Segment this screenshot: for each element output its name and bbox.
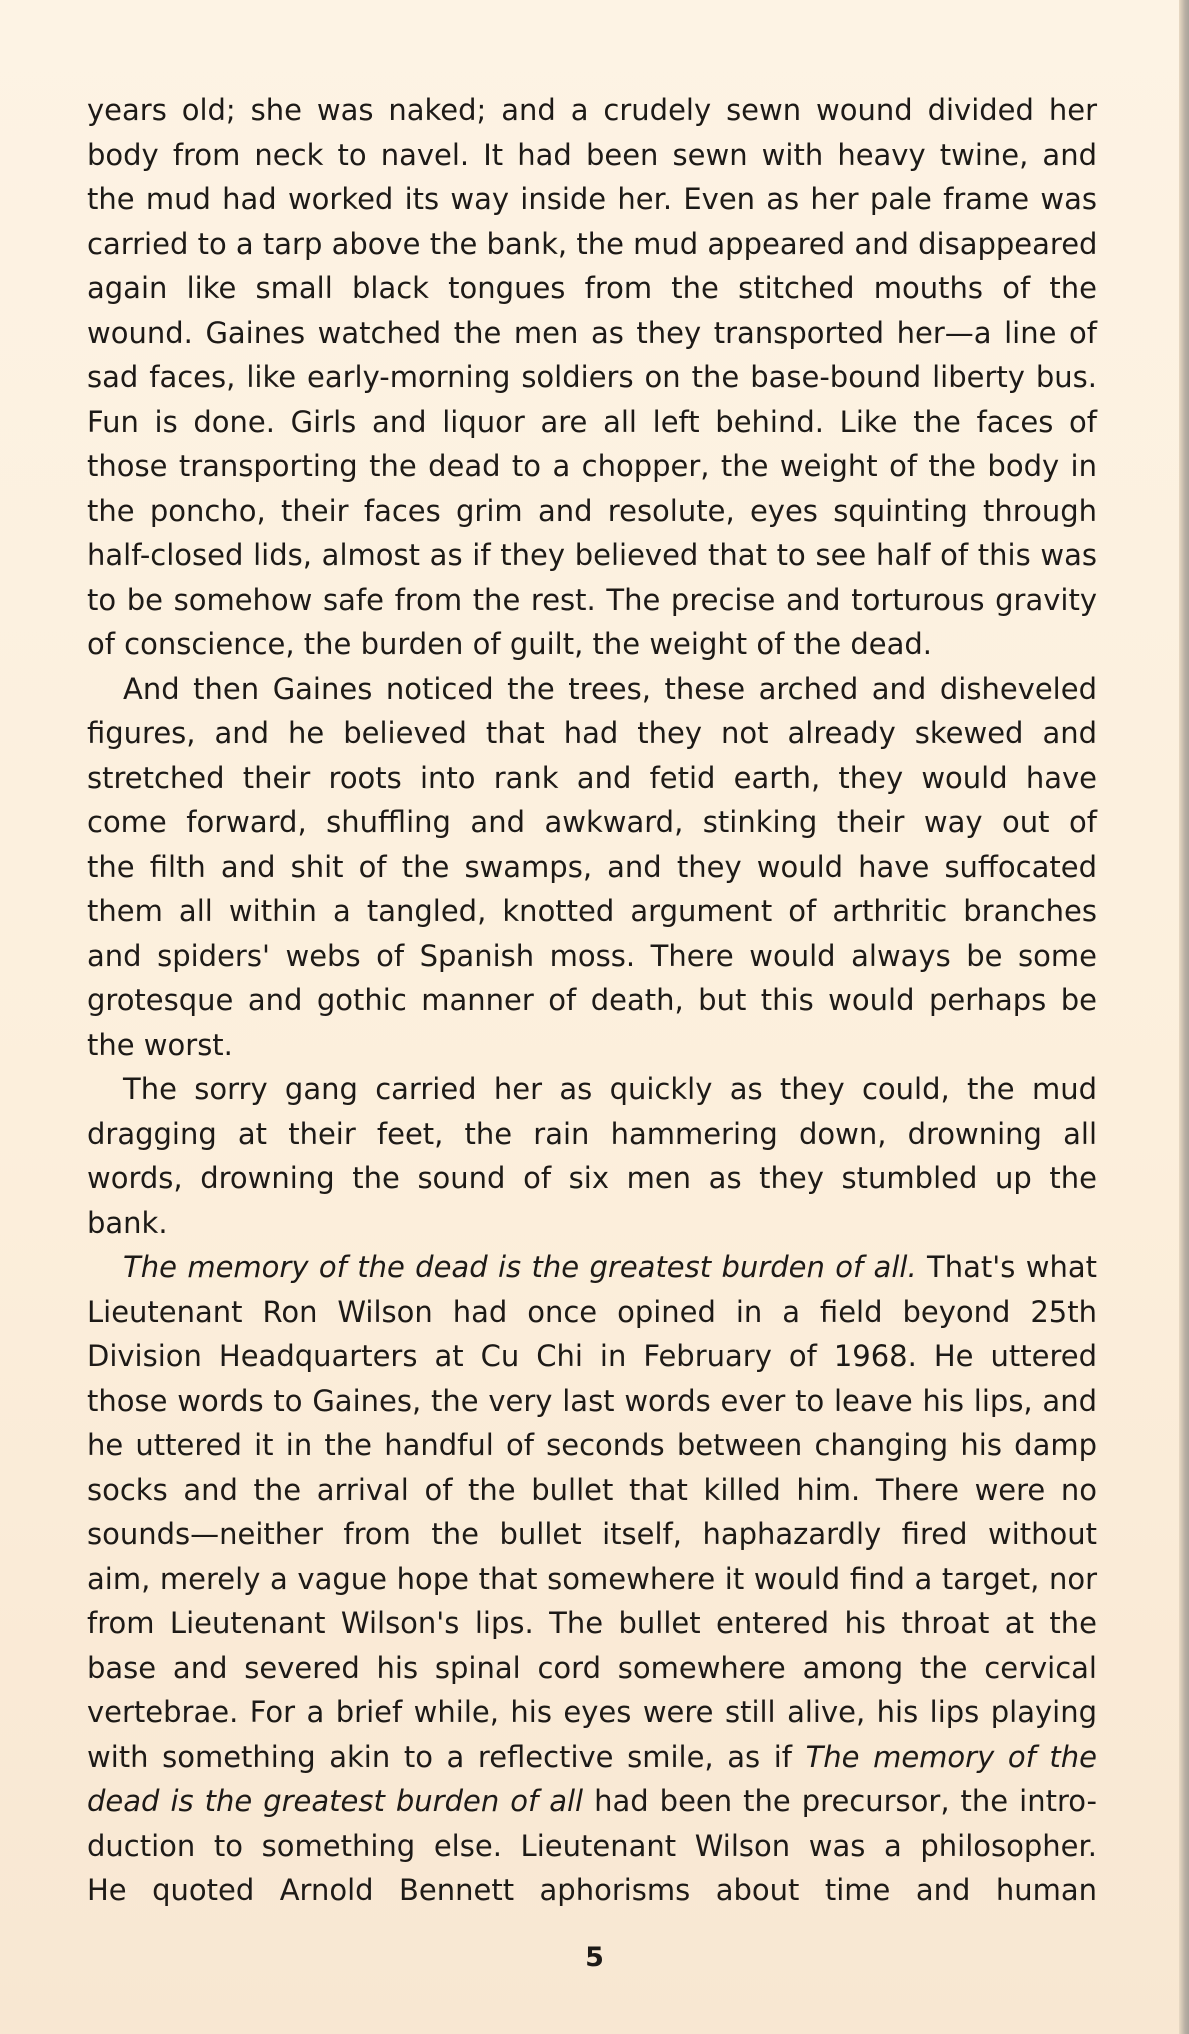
text-line: and spiders' webs of Spanish moss. There would always be some bbox=[87, 938, 1097, 973]
text-line: words, drowning the sound of six men as they stumbled up the bbox=[87, 1161, 1097, 1195]
text-line: come forward, shuffling and awkward, stinking their way out of bbox=[87, 805, 1097, 839]
text-line: grotesque and gothic manner of death, but this would perhaps be bbox=[87, 983, 1097, 1017]
text-line: dragging at their feet, the rain hammering down, drowning all bbox=[87, 1116, 1097, 1151]
text-span: with something akin to a reflective smile, as if bbox=[87, 1739, 806, 1774]
text-line bbox=[87, 1245, 1097, 1290]
text-line: from Lieutenant Wilson's lips. The bullet entered his throat at the bbox=[87, 1606, 1097, 1640]
text-line: the filth and shit of the swamps, and they would have suffocated bbox=[87, 849, 1097, 884]
text-line: vertebrae. For a brief while, his eyes were still alive, his lips playing bbox=[87, 1695, 1097, 1729]
page-number: 5 bbox=[585, 1942, 604, 1973]
text-line: duction to something else. Lieutenant Wilson was a philosopher. bbox=[87, 1828, 1097, 1863]
text-line: Lieutenant Ron Wilson had once opined in a field beyond 25th bbox=[87, 1294, 1097, 1329]
text-line: the poncho, their faces grim and resolute, eyes squinting through bbox=[87, 493, 1097, 528]
text-line: those transporting the dead to a chopper, the weight of the body in bbox=[87, 449, 1097, 483]
text-line: years old; she was naked; and a crudely sewn wound divided her bbox=[87, 93, 1097, 127]
text-line: Fun is done. Girls and liquor are all left behind. Like the faces of bbox=[87, 404, 1097, 439]
text-line: sad faces, like early-morning soldiers on the base-bound liberty bus. bbox=[87, 360, 1097, 394]
text-line: He quoted Arnold Bennett aphorisms about time and human bbox=[87, 1873, 1097, 1907]
text-line: carried to a tarp above the bank, the mud appeared and disappeared bbox=[87, 226, 1098, 261]
italic-quote: The memory of the bbox=[805, 1739, 1097, 1774]
text-line: body from neck to navel. It had been sewn with heavy twine, and bbox=[87, 137, 1097, 172]
text-line: figures, and he believed that had they not already skewed and bbox=[87, 716, 1097, 750]
text-line: stretched their roots into rank and fetid earth, they would have bbox=[87, 760, 1097, 795]
text-span: That's what bbox=[916, 1250, 1097, 1284]
text-line: The sorry gang carried her as quickly as they could, the mud bbox=[123, 1072, 1097, 1106]
italic-quote: The memory of the dead is the greatest burden of all. bbox=[123, 1250, 917, 1284]
text-line: those words to Gaines, the very last words ever to leave his lips, and bbox=[87, 1383, 1097, 1418]
text-line: he uttered it in the handful of seconds between changing his damp bbox=[87, 1428, 1097, 1462]
italic-quote: dead is the greatest burden of all bbox=[87, 1784, 584, 1818]
text-line: base and severed his spinal cord somewhere among the cervical bbox=[87, 1650, 1097, 1685]
text-line: socks and the arrival of the bullet that killed him. There were no bbox=[87, 1472, 1097, 1507]
text-span: had been the precursor, the intro- bbox=[583, 1784, 1098, 1818]
text-line bbox=[87, 1779, 1097, 1824]
text-line: the mud had worked its way inside her. Even as her pale frame was bbox=[87, 182, 1097, 216]
body-text bbox=[87, 88, 1097, 1913]
text-line: half-closed lids, almost as if they believed that to see half of this was bbox=[87, 538, 1097, 572]
text-line: bank. bbox=[87, 1205, 168, 1240]
page-edge bbox=[1179, 0, 1189, 2034]
text-line: them all within a tangled, knotted argument of arthritic branches bbox=[87, 894, 1097, 928]
text-line: aim, merely a vague hope that somewhere it would find a target, nor bbox=[87, 1561, 1097, 1596]
text-line: of conscience, the burden of guilt, the weight of the dead. bbox=[87, 627, 932, 661]
text-line: to be somehow safe from the rest. The precise and torturous gravity bbox=[87, 582, 1097, 617]
text-line: wound. Gaines watched the men as they transported her—a line of bbox=[87, 315, 1097, 350]
text-line: Division Headquarters at Cu Chi in February of 1968. He uttered bbox=[87, 1339, 1097, 1373]
text-line: And then Gaines noticed the trees, these arched and disheveled bbox=[123, 671, 1097, 706]
text-line bbox=[87, 1735, 1097, 1780]
text-line: sounds—neither from the bullet itself, haphazardly fired without bbox=[87, 1517, 1097, 1551]
text-line: the worst. bbox=[87, 1027, 233, 1062]
text-line: again like small black tongues from the stitched mouths of the bbox=[87, 271, 1097, 305]
